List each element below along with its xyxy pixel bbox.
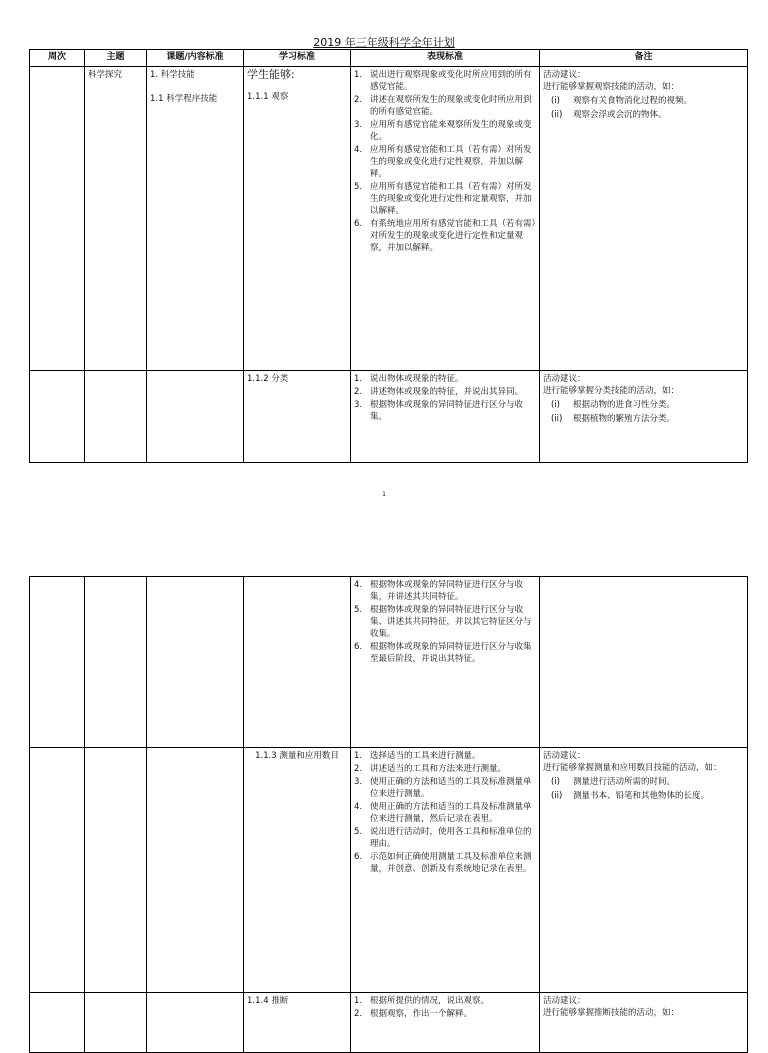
learning-standard-label: 1.1.2 分类: [247, 374, 289, 384]
week-cell: [30, 67, 85, 371]
list-item: 6. 示范如何正确使用测量工具及标准单位来测量，并创意、创新及有系统地记录在表里。: [354, 852, 532, 874]
remarks-heading: 活动建议：: [543, 996, 586, 1006]
list-item: 4. 使用正确的方法和适当的工具及标准测量单位来进行测量，然后记录在表里。: [354, 802, 532, 824]
remarks-intro: 进行能够掌握观察技能的活动，如：: [543, 82, 680, 92]
remarks-intro: 进行能够掌握推断技能的活动，如：: [543, 1008, 680, 1018]
performance-standard-cell: [351, 577, 540, 748]
list-item: (i) 观察有关食物消化过程的视频。: [551, 96, 693, 106]
learning-standard-cell: [244, 67, 351, 371]
header-week: 周次: [30, 50, 85, 67]
list-item: 3. 应用所有感觉官能来观察所发生的现象或变化。: [354, 120, 532, 142]
remarks-intro: 进行能够掌握测量和应用数目技能的活动，如：: [543, 763, 722, 773]
table-row: [30, 993, 748, 1053]
theme-cell: [85, 993, 147, 1053]
list-item: 2. 讲述适当的工具和方法来进行测量。: [354, 764, 507, 774]
learning-standard-cell: [244, 993, 351, 1053]
performance-standard-cell: [351, 67, 540, 371]
plan-table-page-1: [29, 49, 748, 463]
header-performance-standard: 表现标准: [351, 50, 540, 67]
table-row: [30, 577, 748, 748]
list-item: 2. 根据观察，作出一个解释。: [354, 1009, 473, 1019]
list-item: 1. 说出物体或现象的特征。: [354, 374, 464, 384]
learning-standard-cell: [244, 577, 351, 748]
remarks-intro: 进行能够掌握分类技能的活动，如：: [543, 386, 680, 396]
week-cell: [30, 748, 85, 993]
page-title: 2019 年三年级科学全年计划: [313, 36, 455, 49]
topic-line: 1. 科学技能: [150, 70, 195, 80]
week-cell: [30, 577, 85, 748]
remarks-cell: [540, 67, 748, 371]
remarks-cell: [540, 577, 748, 748]
list-item: 2. 讲述在观察所发生的现象或变化时所应用到的所有感觉官能。: [354, 95, 532, 117]
remarks-cell: [540, 993, 748, 1053]
page-number: 1: [382, 491, 386, 498]
topic-cell: [147, 577, 244, 748]
list-item: 1. 说出进行观察现象或变化时所应用到的所有感觉官能。: [354, 70, 532, 92]
header-theme: 主题: [85, 50, 147, 67]
performance-standard-cell: [351, 371, 540, 463]
list-item: 5. 说出进行活动时，使用各工具和标准单位的理由。: [354, 827, 532, 849]
theme-cell: [85, 748, 147, 993]
learning-standard-cell: [244, 371, 351, 463]
learning-standard-label: 1.1.4 推断: [247, 996, 289, 1006]
learning-standard-cell: [244, 748, 351, 993]
list-item: (i) 根据动物的进食习性分类。: [551, 400, 676, 410]
list-item: (ii) 测量书本、铅笔和其他物体的长度。: [551, 791, 710, 801]
list-item: 6. 根据物体或现象的异同特征进行区分与收集至最后阶段，并说出其特征。: [354, 642, 532, 664]
list-item: 2. 讲述物体或现象的特征，并说出其异同。: [354, 387, 524, 397]
plan-table-page-2: [29, 576, 748, 1053]
header-topic: 课题/内容标准: [147, 50, 244, 67]
topic-cell: [147, 993, 244, 1053]
topic-cell: [147, 748, 244, 993]
list-item: 1. 选择适当的工具来进行测量。: [354, 751, 481, 761]
list-item: 5. 应用所有感觉官能和工具（若有需）对所发生的现象或变化进行定性和定量观察，并加以解释。: [354, 182, 532, 216]
table-row: [30, 748, 748, 993]
table-row: [30, 371, 748, 463]
remarks-heading: 活动建议：: [543, 751, 586, 761]
remarks-cell: [540, 748, 748, 993]
remarks-cell: [540, 371, 748, 463]
list-item: 5. 根据物体或现象的异同特征进行区分与收集、讲述其共同特征，并以其它特征区分与收集。: [354, 605, 532, 639]
table-row: [30, 67, 748, 371]
week-cell: [30, 993, 85, 1053]
topic-cell: [147, 371, 244, 463]
remarks-heading: 活动建议：: [543, 70, 586, 80]
theme-cell: 科学探究: [85, 67, 147, 371]
list-item: (ii) 观察会浮或会沉的物体。: [551, 110, 667, 120]
learning-standard-label: 1.1.1 观察: [247, 92, 289, 102]
learning-standard-intro: 学生能够:: [247, 68, 295, 81]
list-item: 3. 使用正确的方法和适当的工具及标准测量单位来进行测量。: [354, 777, 532, 799]
list-item: (ii) 根据植物的繁殖方法分类。: [551, 414, 676, 424]
header-remarks: 备注: [540, 50, 748, 67]
theme-cell: [85, 577, 147, 748]
list-item: 3. 根据物体或现象的异同特征进行区分与收集。: [354, 400, 524, 422]
theme-cell: [85, 371, 147, 463]
topic-cell: [147, 67, 244, 371]
list-item: (i) 测量进行活动所需的时间。: [551, 777, 676, 787]
list-item: 4. 根据物体或现象的异同特征进行区分与收集，并讲述其共同特征。: [354, 580, 524, 602]
header-learning-standard: 学习标准: [244, 50, 351, 67]
performance-standard-cell: [351, 993, 540, 1053]
topic-line: 1.1 科学程序技能: [150, 94, 218, 104]
remarks-heading: 活动建议：: [543, 374, 586, 384]
list-item: 6. 有系统地应用所有感觉官能和工具（若有需）对所发生的现象或变化进行定性和定量观察，并加以解释。: [354, 219, 536, 253]
table-header-row: [30, 50, 748, 67]
week-cell: [30, 371, 85, 463]
learning-standard-label: 1.1.3 测量和应用数目: [255, 751, 339, 761]
performance-standard-cell: [351, 748, 540, 993]
list-item: 4. 应用所有感觉官能和工具（若有需）对所发生的现象或变化进行定性观察，并加以解释。: [354, 145, 532, 179]
list-item: 1. 根据所提供的情况，说出观察。: [354, 996, 490, 1006]
